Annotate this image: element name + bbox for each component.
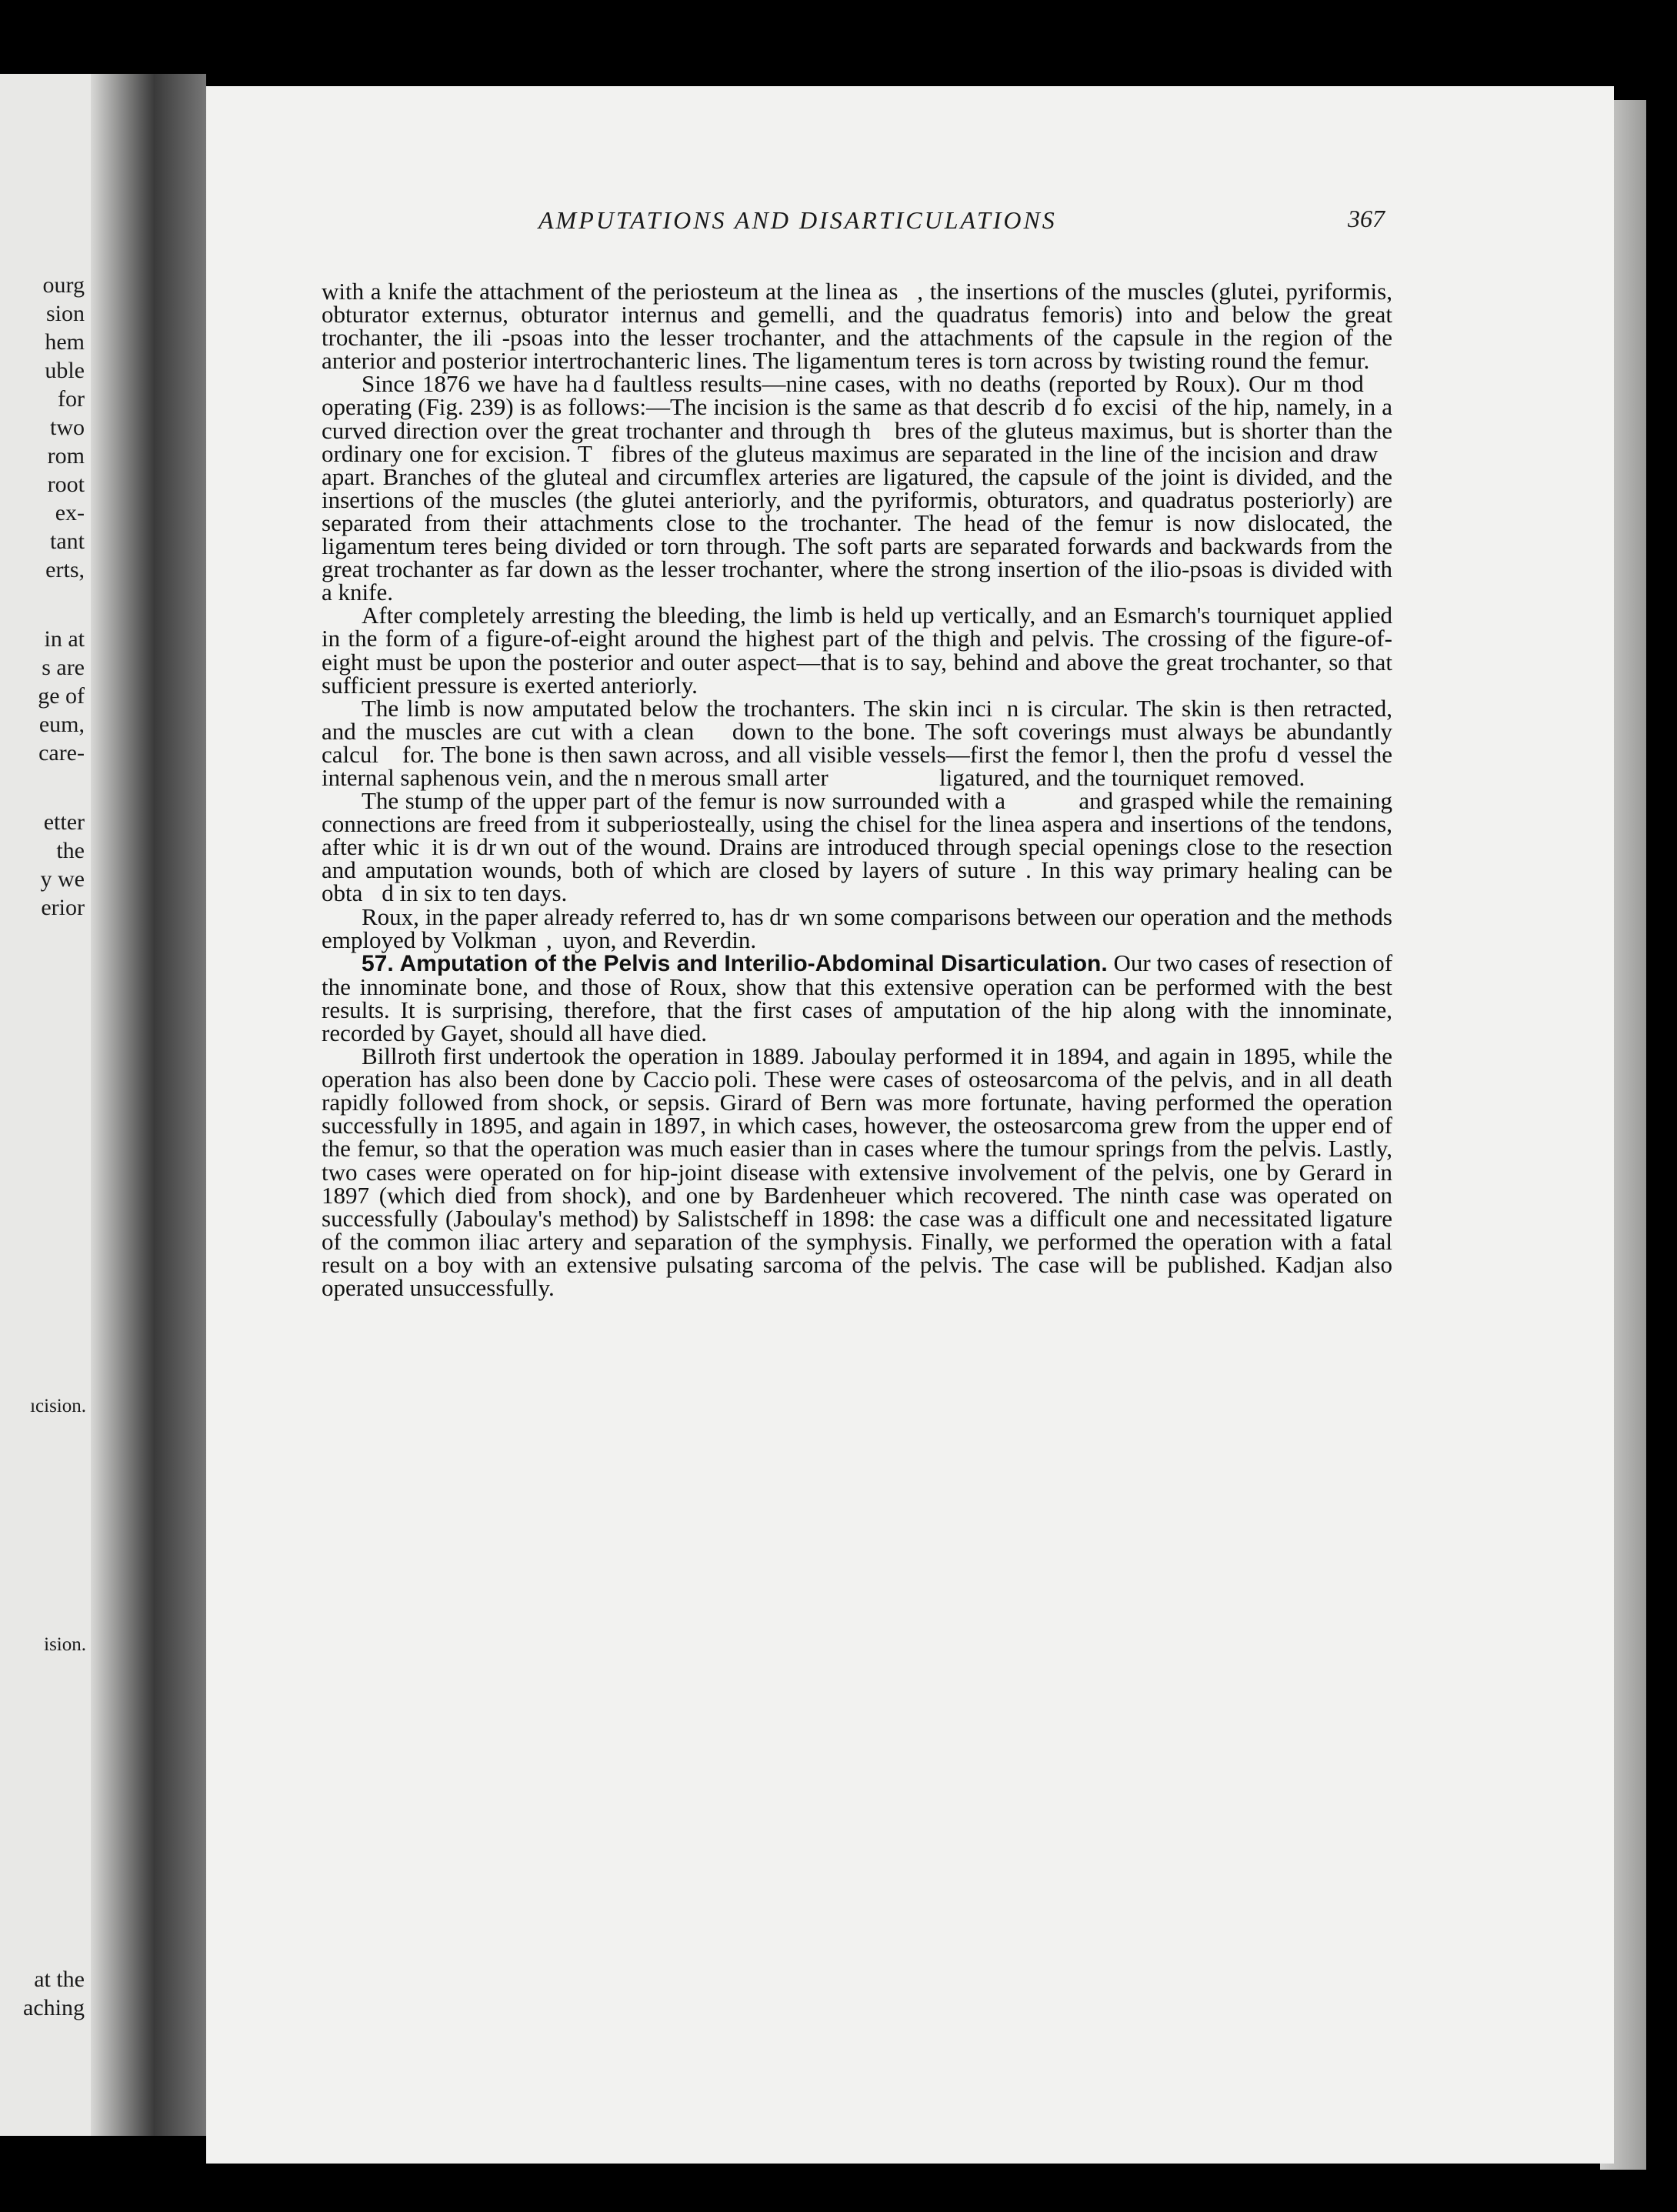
facing-page-fragment: ourg	[42, 272, 85, 298]
facing-page-fragment: sion	[45, 301, 85, 326]
facing-page-fragment: for	[58, 386, 85, 412]
book-gutter	[91, 74, 206, 2136]
paragraph: Roux, in the paper already referred to, has dr wn some comparisons between our operation and the methods employed by Volkman , uyon, and Reverdin.	[322, 902, 1392, 953]
facing-page-fragment: in at	[44, 626, 85, 652]
facing-page-fragment: y we	[40, 866, 85, 892]
facing-page-fragment: tant	[50, 529, 85, 554]
facing-page-fragment: at the	[34, 1967, 85, 1992]
paragraph: Billroth first undertook the operation in 1889. Jaboulay performed it in 1894, and again in 1895, while the operation has also been done by Caccio poli. These were cases of osteosarcoma of the pelvis, and in all death rapidly followed from shock, or sepsis. Girard of Bern was more fortunate, having performed the operation successfully in 1895, and again in 1897, in which cases, however, the osteosarcoma grew from the upper end of the femur, so that the operation was much easier than in cases where the tumour springs from the pelvis. Lastly, two cases were operated on for hip-joint disease with extensive involvement of the pelvis, one by Gerard in 1897 (which died from shock), and one by Bardenheuer which recovered. The ninth case was operated on successfully (Jaboulay's method) by Salistscheff in 1898: the case was a difficult one and necessitated ligature of the common iliac artery and separation of the symphysis. Finally, we performed the operation with a fatal result on a boy with an extensive pulsating sarcoma of the pelvis. The case will be published. Kadjan also operated unsuccessfully.	[322, 1043, 1392, 1302]
facing-page-caption: ıcision.	[30, 1396, 86, 1416]
page-number: 367	[1348, 205, 1385, 232]
paragraph: After completely arresting the bleeding, the limb is held up vertically, and an Esmarch's tourniquet applied in the form of a figure-of-eight around the highest part of the thigh and pelvis. The crossing of the figure-of-eight must be upon the posterior and outer aspect—that is to say, behind and above the great trochanter, so that sufficient pressure is exerted anteriorly.	[322, 602, 1392, 699]
facing-page-fragment: erts,	[45, 557, 85, 582]
facing-page-caption: ision.	[44, 1634, 86, 1655]
section-title: Amputation of the Pelvis and Interilio-Abdominal Disarticulation.	[399, 950, 1108, 976]
section-number: 57.	[362, 950, 394, 976]
section-paragraph	[322, 949, 1393, 1046]
facing-page-edge	[0, 74, 91, 2136]
body-text	[322, 280, 1392, 1300]
facing-page-fragment: eum,	[38, 712, 85, 737]
facing-page-fragment: etter	[43, 809, 85, 835]
facing-page-fragment: aching	[23, 1995, 85, 2020]
facing-page-fragment: hem	[45, 329, 85, 355]
facing-page-fragment: uble	[45, 358, 85, 383]
paragraph: with a knife the attachment of the periosteum at the linea as , the insertions of the muscles (glutei, pyriformis, obturator externus, obturator internus and gemelli, and the quadratus femoris) into and below the great trochanter, the ili -psoas into the lesser trochanter, and the attachments of the capsule in the region of the anterior and posterior intertrochanteric lines. The ligamentum teres is torn across by twisting round the femur.	[322, 278, 1392, 375]
facing-page-fragment: root	[47, 472, 85, 497]
facing-page-fragment: ex-	[55, 500, 85, 525]
paragraph: The stump of the upper part of the femur is now surrounded with a and grasped while the remaining connections are freed from it subperiosteally, using the chisel for the linea aspera and insertions of the tendons, after whic it is dr wn out of the wound. Drains are introduced through special openings close to the resection and amputation wounds, both of which are closed by layers of suture . In this way primary healing can be obta d in six to ten days.	[322, 787, 1392, 907]
facing-page-fragment: care-	[38, 740, 85, 766]
paragraph: Since 1876 we have ha d faultless results—nine cases, with no deaths (reported by Roux). Our m thod operating (Fig. 239) is as follows:—The incision is the same as that describ d fo excisi of the hip, namely, in a curved direction over the great trochanter and through th bres of the gluteus maximus, but is shorter than the ordinary one for excision. T fibres of the gluteus maximus are separated in the line of the incision and draw apart. Branches of the gluteal and circumflex arteries are ligatured, the capsule of the joint is divided, and the insertions of the muscles (the glutei anteriorly, and the pyriformis, obturators, and quadratus posteriorly) are separated from their attachments close to the trochanter. The head of the femur is now dislocated, the ligamentum teres being divided or torn through. The soft parts are separated forwards and backwards from the great trochanter as far down as the lesser trochanter, where the strong insertion of the ilio-psoas is divided with a knife.	[322, 370, 1392, 606]
facing-page-fragment: the	[56, 838, 85, 863]
facing-page-fragment: two	[50, 415, 85, 440]
paragraph: The limb is now amputated below the trochanters. The skin inci n is circular. The skin is then retracted, and the muscles are cut with a clean down to the bone. The soft coverings must always be abundantly calcul for. The bone is then sawn across, and all visible vessels—first the femor l, then the profu d vessel the internal saphenous vein, and the n merous small arter ligatured, and the tourniquet removed.	[322, 694, 1392, 791]
facing-page-fragment: s are	[42, 655, 85, 680]
facing-page-fragment: erior	[41, 895, 85, 920]
facing-page-fragment: ge of	[38, 683, 85, 709]
paragraph-text: Our two cases of resection of the innominate bone, and those of Roux, show that this extensive operation can be performed with the best results. It is surprising, therefore, that the first cases of amputation of the hip along with the innominate, recorded by Gayet, should all have died.	[322, 949, 1393, 1046]
facing-page-fragment: rom	[47, 443, 85, 469]
running-head: AMPUTATIONS AND DISARTICULATIONS	[538, 206, 1057, 234]
